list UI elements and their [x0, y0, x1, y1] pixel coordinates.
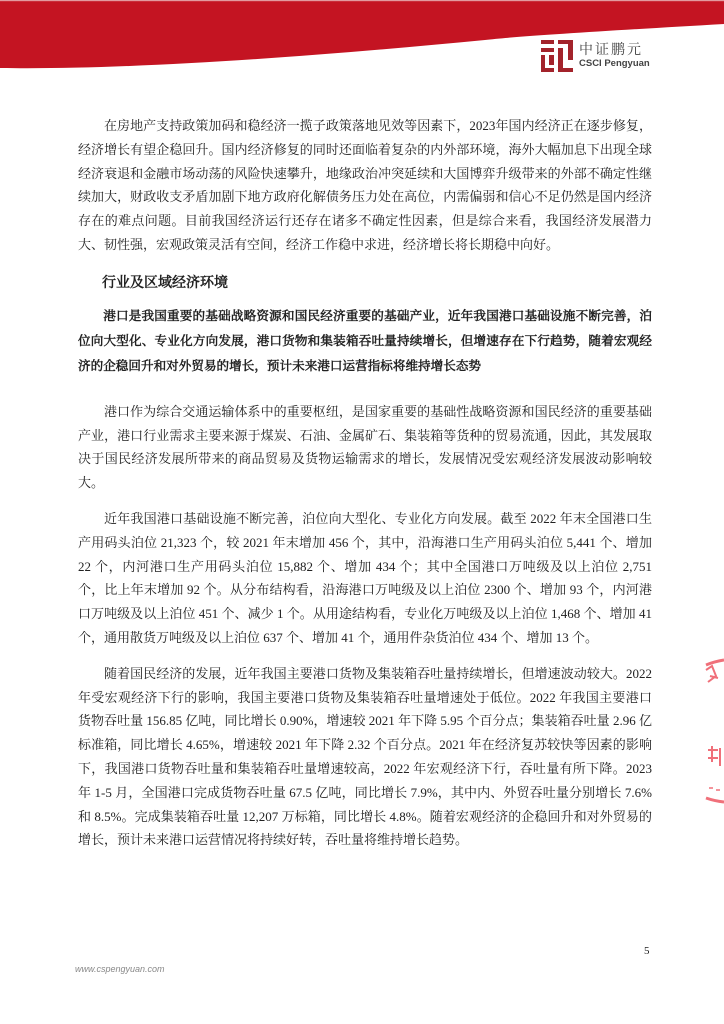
- body-paragraph: 近年我国港口基础设施不断完善，泊位向大型化、专业化方向发展。截至 2022 年末全国港口生产用码头泊位 21,323 个，较 2021 年末增加 456 个，其中，沿海港口生产用码头泊位 5,441 个、增加 22 个，内河港口生产用码头泊位 15,882 个、增加 434 个；其中全国港口万吨级及以上泊位 2,751 个，比上年末增加 92 个。从分布结构看，沿海港口万吨级及以上泊位 2300 个、增加 93 个，内河港口万吨级及以上泊位 451 个、减少 1 个。从用途结构看，专业化万吨级及以上泊位 1,468 个、增加 41 个，通用散货万吨级及以上泊位 637 个、增加 41 个，通用件杂货泊位 434 个、增加 13 个。: [78, 510, 652, 645]
- page-number: 5: [644, 945, 650, 957]
- seal-stamp: [690, 650, 724, 810]
- document-body: [78, 114, 652, 864]
- footer-url[interactable]: www.cspengyuan.com: [75, 964, 165, 974]
- section-heading: 行业及区域经济环境: [102, 274, 228, 291]
- brand-logo: [541, 40, 650, 72]
- logo-mark-icon: [541, 40, 573, 72]
- body-paragraph: 港口作为综合交通运输体系中的重要枢纽，是国家重要的基础性战略资源和国民经济的重要基础产业，港口行业需求主要来源于煤炭、石油、金属矿石、集装箱等货种的贸易流通，因此，其发展取决于国民经济发展所带来的商品贸易及货物运输需求的增长，发展情况受宏观经济发展波动影响较大。: [78, 403, 652, 491]
- brand-name-cn: 中证鹏元: [579, 42, 643, 58]
- brand-name-en: CSCI Pengyuan: [579, 58, 650, 69]
- intro-paragraph: 在房地产支持政策加码和稳经济一揽子政策落地见效等因素下，2023年国内经济正在逐步修复，经济增长有望企稳回升。国内经济修复的同时还面临着复杂的内外部环境，海外大幅加息下出现全球经济衰退和金融市场动荡的风险快速攀升，地缘政治冲突延续和大国博弈升级带来的外部不确定性继续加大，财政收支矛盾加剧下地方政府化解债务压力处在高位，内需偏弱和信心不足仍然是国内经济存在的难点问题。目前我国经济运行还存在诸多不确定性因素，但是综合来看，我国经济发展潜力大、韧性强，宏观政策灵活有空间，经济工作稳中求进，经济增长将长期稳中向好。: [78, 118, 652, 252]
- lead-summary: 港口是我国重要的基础战略资源和国民经济重要的基础产业，近年我国港口基础设施不断完善，泊位向大型化、专业化方向发展，港口货物和集装箱吞吐量持续增长，但增速存在下行趋势，随着宏观经济的企稳回升和对外贸易的增长，预计未来港口运营指标将维持增长态势: [78, 307, 652, 373]
- body-paragraph: 随着国民经济的发展，近年我国主要港口货物及集装箱吞吐量持续增长，但增速波动较大。2022 年受宏观经济下行的影响，我国主要港口货物及集装箱吞吐量增速处于低位。2022 年我国主要港口货物吞吐量 156.85 亿吨，同比增长 0.90%，增速较 2021 年下降 5.95 个百分点；集装箱吞吐量 2.96 亿标准箱，同比增长 4.65%，增速较 2021 年下降 2.32 个百分点。2021 年在经济复苏较快等因素的影响下，我国港口货物吞吐量和集装箱吞吐量增速较高，2022 年宏观经济下行，吞吐量有所下降。2023 年 1-5 月，全国港口完成货物吞吐量 67.5 亿吨，同比增长 7.9%，其中内、外贸吞吐量分别增长 7.6%和 8.5%。完成集装箱吞吐量 12,207 万标箱，同比增长 4.8%。随着宏观经济的企稳回升和对外贸易的增长，预计未来港口运营情况将持续好转，吞吐量将维持增长趋势。: [78, 665, 652, 848]
